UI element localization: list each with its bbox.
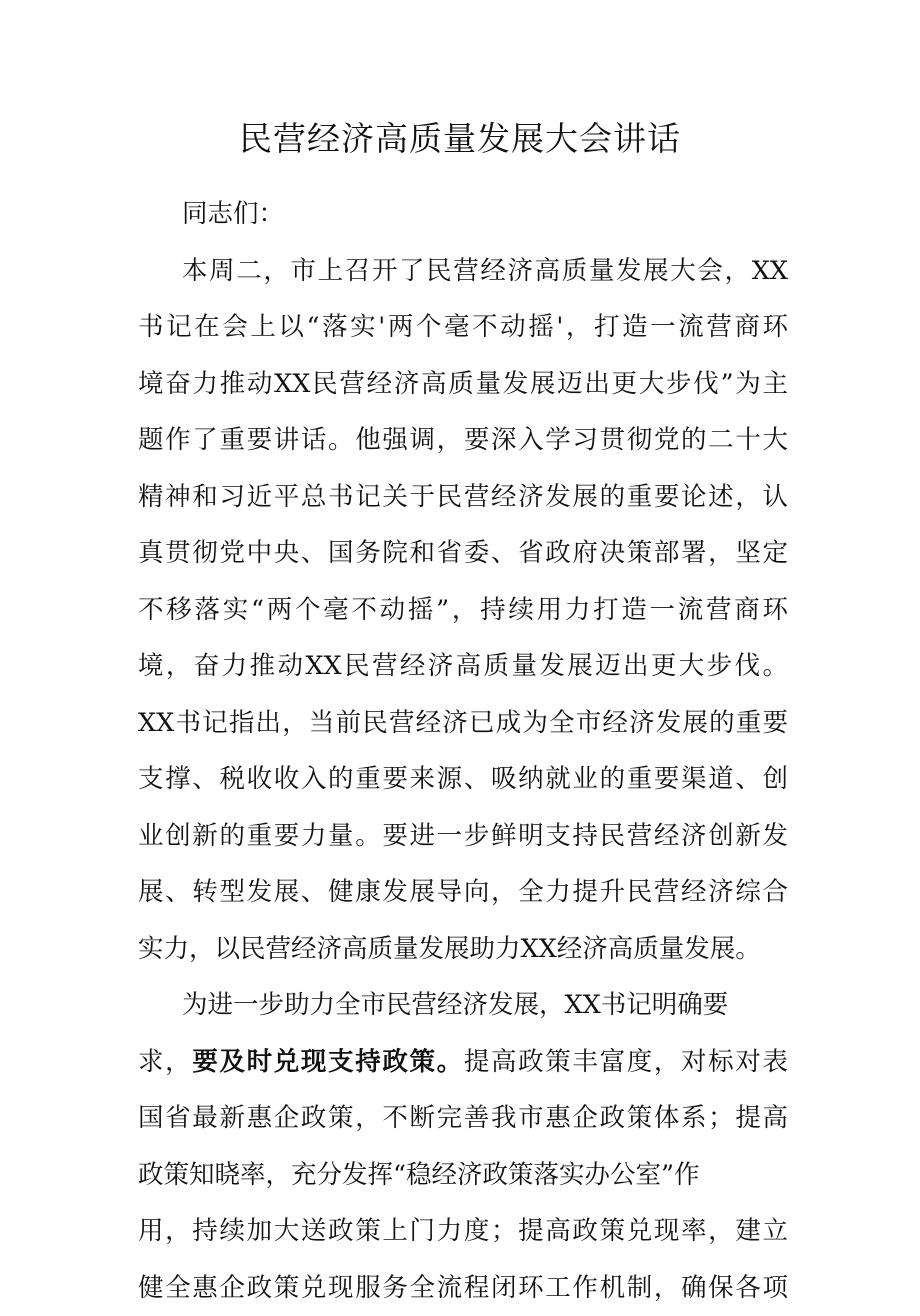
paragraph-line: 题作了重要讲话。他强调，要深入学习贯彻党的二十大 bbox=[138, 412, 788, 469]
paragraph-line: 展、转型发展、健康发展导向，全力提升民营经济综合 bbox=[138, 864, 788, 921]
line-suffix: 提高政策丰富度，对标对表 bbox=[464, 1047, 788, 1077]
document-title: 民营经济高质量发展大会讲话 bbox=[0, 114, 920, 164]
paragraph-line: 用，持续加大送政策上门力度；提高政策兑现率，建立 bbox=[138, 1203, 788, 1260]
paragraph-line-mixed bbox=[138, 1034, 788, 1091]
paragraph-line: 支撑、税收收入的重要来源、吸纳就业的重要渠道、创 bbox=[138, 751, 788, 808]
paragraph-line: 业创新的重要力量。要进一步鲜明支持民营经济创新发 bbox=[138, 808, 788, 865]
paragraph-line: 书记在会上以“落实'两个毫不动摇'，打造一流营商环 bbox=[138, 299, 788, 356]
paragraph-line: 真贯彻党中央、国务院和省委、省政府决策部署，坚定 bbox=[138, 525, 788, 582]
paragraph-line: XX书记指出，当前民营经济已成为全市经济发展的重要 bbox=[138, 695, 788, 752]
paragraph-line: 政策知晓率，充分发挥“稳经济政策落实办公室”作 bbox=[138, 1147, 788, 1204]
paragraph-line: 境，奋力推动XX民营经济高质量发展迈出更大步伐。 bbox=[138, 638, 788, 695]
paragraph-line: 健全惠企政策兑现服务全流程闭环工作机制，确保各项 bbox=[138, 1260, 788, 1316]
paragraph-line: 不移落实“两个毫不动摇”，持续用力打造一流营商环 bbox=[138, 582, 788, 639]
salutation: 同志们： bbox=[138, 186, 788, 243]
paragraph-line: 境奋力推动XX民营经济高质量发展迈出更大步伐”为主 bbox=[138, 356, 788, 413]
paragraph-line: 实力，以民营经济高质量发展助力XX经济高质量发展。 bbox=[138, 921, 788, 978]
document-body bbox=[138, 186, 788, 1316]
paragraph-line: 国省最新惠企政策，不断完善我市惠企政策体系；提高 bbox=[138, 1090, 788, 1147]
paragraph-line: 精神和习近平总书记关于民营经济发展的重要论述，认 bbox=[138, 469, 788, 526]
bold-emphasis: 要及时兑现支持政策。 bbox=[192, 1047, 464, 1077]
line-prefix: 求， bbox=[138, 1047, 192, 1077]
paragraph-line: 本周二，市上召开了民营经济高质量发展大会，XX bbox=[138, 243, 788, 300]
paragraph-line: 为进一步助力全市民营经济发展，XX书记明确要 bbox=[138, 977, 788, 1034]
